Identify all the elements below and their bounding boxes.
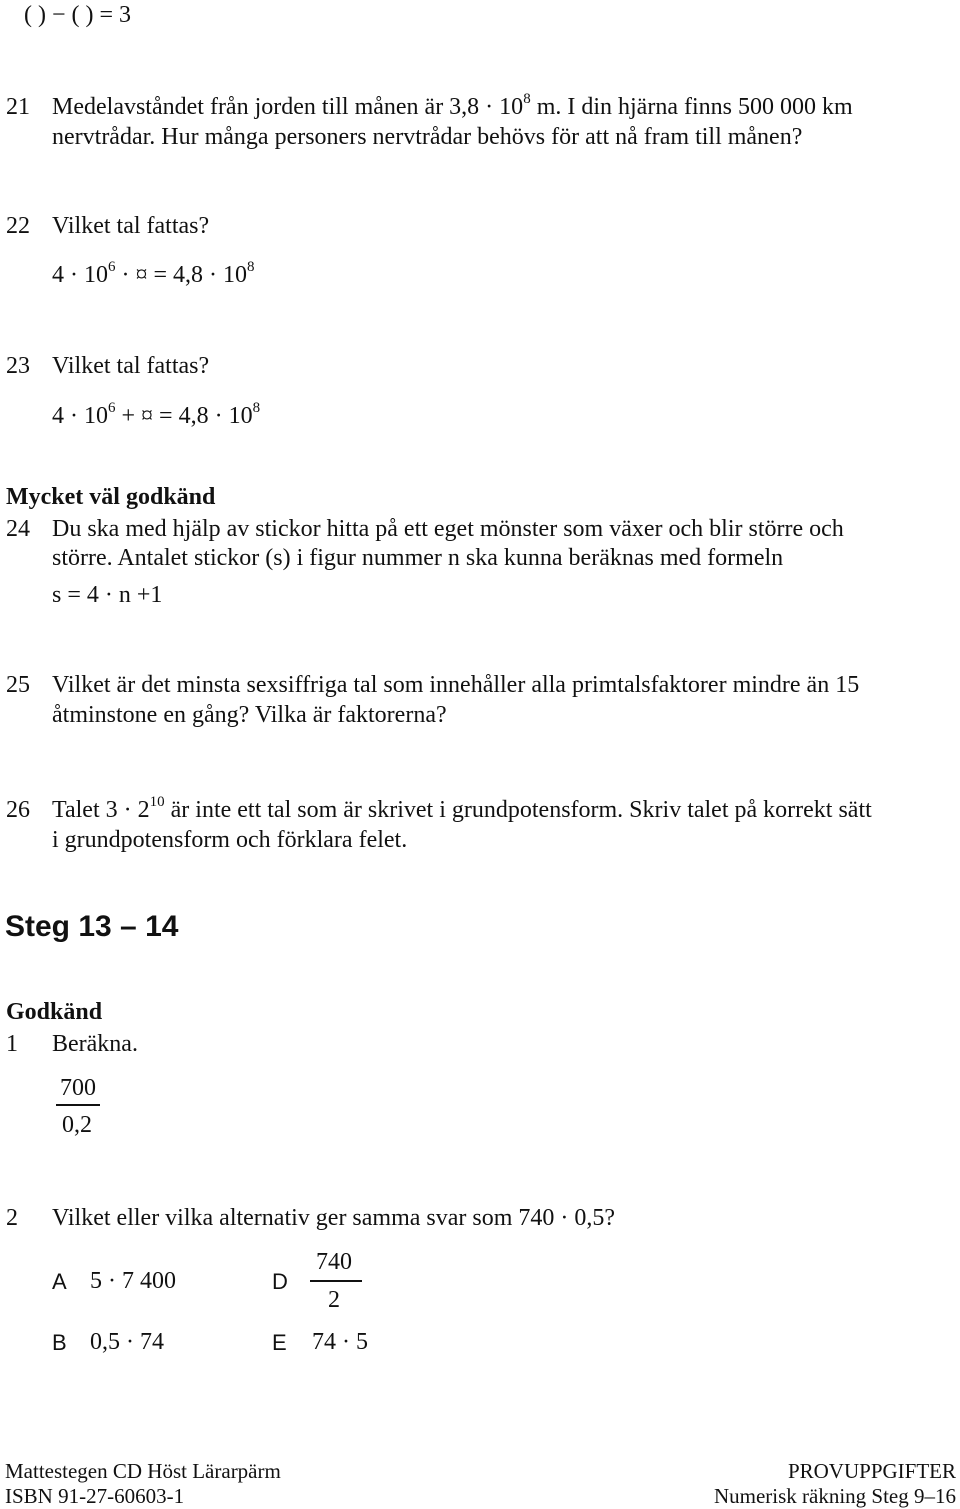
question-text xyxy=(52,795,872,825)
question-text xyxy=(52,92,853,122)
question-text-line2: större. Antalet stickor (s) i figur nummer n ska kunna beräknas med formeln xyxy=(52,545,784,571)
option-d-fraction-bar xyxy=(310,1280,362,1282)
question-number: 1 xyxy=(6,1031,18,1057)
top-equation: ( ) − ( ) = 3 xyxy=(24,2,132,28)
section-heading-mvg: Mycket väl godkänd xyxy=(6,484,216,510)
formula: s = 4 · n +1 xyxy=(52,582,163,608)
exponent: 6 xyxy=(108,259,116,275)
exponent: 6 xyxy=(108,400,116,416)
question-text: Vilket eller vilka alternativ ger samma svar som 740 · 0,5? xyxy=(52,1205,616,1231)
footer-publication: Mattestegen CD Höst Lärarpärm xyxy=(5,1459,281,1483)
question-number: 22 xyxy=(6,213,30,239)
question-number: 23 xyxy=(6,353,30,379)
equation-part: + ¤ = 4,8 · 10 xyxy=(115,403,253,429)
question-text-part: är inte ett tal som är skrivet i grundpotensform. Skriv talet på korrekt sätt xyxy=(164,797,872,823)
option-letter-e: E xyxy=(272,1330,287,1355)
question-number: 21 xyxy=(6,94,30,120)
option-d-denominator: 2 xyxy=(328,1287,340,1313)
question-text: Vilket tal fattas? xyxy=(52,213,210,239)
option-d-numerator: 740 xyxy=(316,1249,352,1275)
steg-heading: Steg 13 – 14 xyxy=(5,910,179,943)
question-text-part: Talet 3 · 2 xyxy=(52,797,150,823)
fraction-denominator: 0,2 xyxy=(62,1112,92,1138)
fraction-bar xyxy=(56,1104,100,1106)
question-text-part: Medelavståndet från jorden till månen är 3,8 · 10 xyxy=(52,94,524,120)
equation-part: 4 · 10 xyxy=(52,262,108,288)
fraction-numerator: 700 xyxy=(60,1075,96,1101)
question-number: 24 xyxy=(6,516,30,542)
question-text: Du ska med hjälp av stickor hitta på ett eget mönster som växer och blir större och xyxy=(52,516,844,542)
question-text-part: m. I din hjärna finns 500 000 km xyxy=(530,94,853,120)
question-text: Vilket är det minsta sexsiffriga tal som innehåller alla primtalsfaktorer mindre än 15 xyxy=(52,672,860,698)
question-text-line2: åtminstone en gång? Vilka är faktorerna? xyxy=(52,702,447,728)
equation xyxy=(52,260,255,290)
footer-isbn: ISBN 91-27-60603-1 xyxy=(5,1484,185,1508)
option-value-a: 5 · 7 400 xyxy=(90,1268,176,1294)
exponent: 8 xyxy=(523,91,531,107)
section-heading-godkand: Godkänd xyxy=(6,999,103,1025)
exponent: 8 xyxy=(247,259,255,275)
question-text: Beräkna. xyxy=(52,1031,138,1057)
footer-topic: Numerisk räkning Steg 9–16 xyxy=(713,1484,956,1508)
option-letter-d: D xyxy=(272,1269,288,1294)
question-text-line2: nervtrådar. Hur många personers nervtrådar behövs för att nå fram till månen? xyxy=(52,124,803,150)
equation-part: 4 · 10 xyxy=(52,403,108,429)
footer-category: PROVUPPGIFTER xyxy=(787,1459,956,1483)
question-number: 26 xyxy=(6,797,30,823)
question-text: Vilket tal fattas? xyxy=(52,353,210,379)
exponent: 8 xyxy=(252,400,261,416)
question-number: 25 xyxy=(6,672,30,698)
question-text-line2: i grundpotensform och förklara felet. xyxy=(52,827,408,853)
option-value-b: 0,5 · 74 xyxy=(90,1329,164,1355)
question-number: 2 xyxy=(6,1205,18,1231)
option-letter-a: A xyxy=(52,1269,67,1294)
equation xyxy=(52,401,260,431)
equation-part: · ¤ = 4,8 · 10 xyxy=(115,262,248,288)
option-value-e: 74 · 5 xyxy=(312,1329,368,1355)
exponent: 10 xyxy=(149,794,165,810)
option-letter-b: B xyxy=(52,1330,67,1355)
